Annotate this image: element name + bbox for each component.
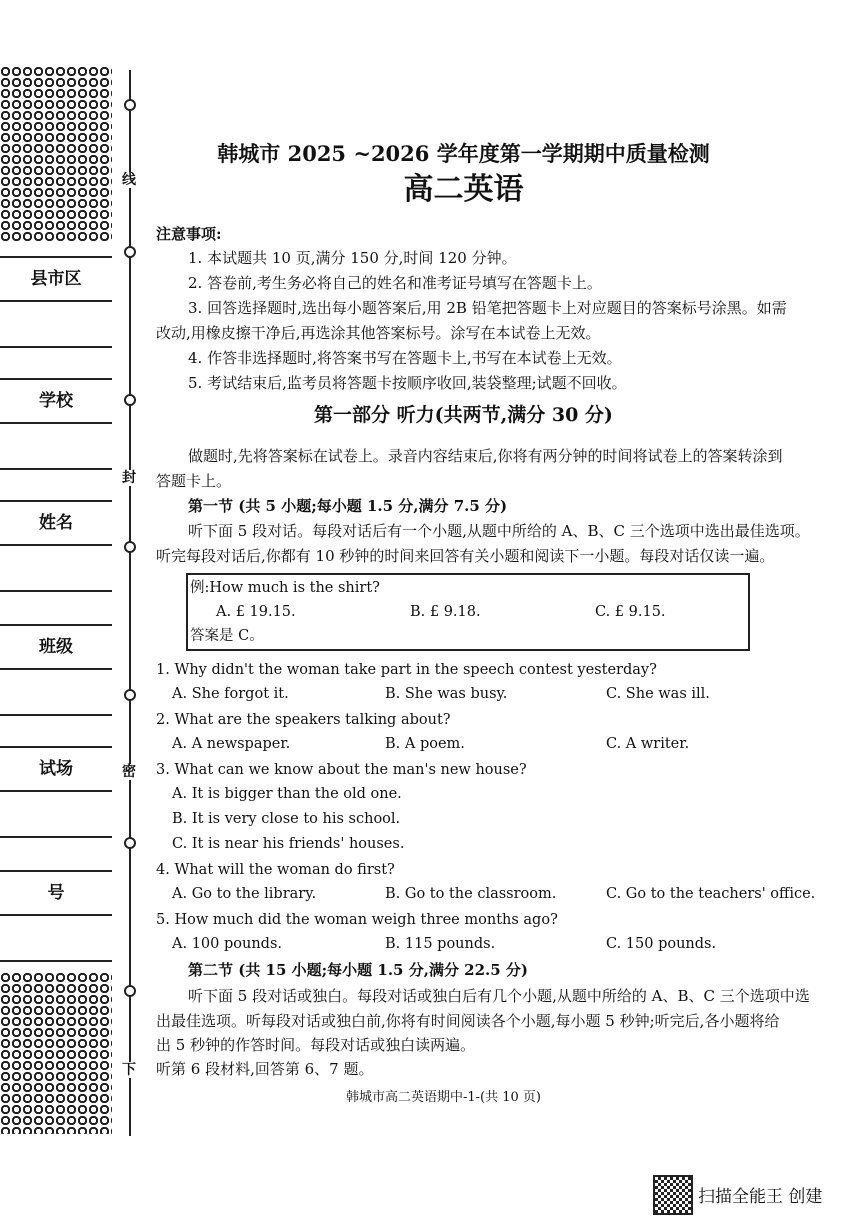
q4-option-a: A. Go to the library. [172,886,317,902]
note-item: 2. 答卷前,考生务必将自己的姓名和准考证号填写在答题卡上。 [188,274,602,292]
qr-code-icon [653,1175,693,1215]
part1-title: 第一部分 听力(共两节,满分 30 分) [314,404,613,426]
q4-option-b: B. Go to the classroom. [385,886,557,902]
example-option-c: C. £ 9.15. [595,604,666,620]
exam-room-field[interactable] [0,746,112,838]
section2-title: 第二节 (共 15 小题;每小题 1.5 分,满分 22.5 分) [188,961,529,979]
section1-title: 第一节 (共 5 小题;每小题 1.5 分,满分 7.5 分) [188,497,508,515]
q2-option-c: C. A writer. [606,736,690,752]
part1-intro: 做题时,先将答案标在试卷上。录音内容结束后,你将有两分钟的时间将试卷上的答案转涂到 [188,447,783,465]
section2-text: 出最佳选项。听每段对话或独白前,你将有时间阅读各个小题,每小题 5 秒钟;听完后,各小题将给 [156,1012,780,1030]
binding-mark-secret: 密 [122,764,136,780]
class-field[interactable] [0,624,112,716]
note-item: 改动,用橡皮擦干净后,再选涂其他答案标号。涂写在本试卷上无效。 [156,324,601,342]
question-5: 5. How much did the woman weigh three months ago? [156,912,558,928]
example-option-b: B. £ 9.18. [410,604,481,620]
note-item: 3. 回答选择题时,选出每小题答案后,用 2B 铅笔把答题卡上对应题目的答案标号涂黑。如需 [188,299,787,317]
binding-dots-bottom [0,972,112,1134]
example-answer: 答案是 C。 [190,628,264,644]
notes-heading: 注意事项: [156,225,222,243]
q1-option-b: B. She was busy. [385,686,508,702]
q5-option-a: A. 100 pounds. [172,936,282,952]
exam-room-label: 试场 [39,759,73,779]
question-2: 2. What are the speakers talking about? [156,712,451,728]
q4-option-c: C. Go to the teachers' office. [606,886,816,902]
section1-text: 听完每段对话后,你都有 10 秒钟的时间来回答有关小题和阅读下一小题。每段对话仅读一遍。 [156,547,775,565]
question-4: 4. What will the woman do first? [156,862,395,878]
seat-number-field[interactable] [0,870,112,962]
binding-line [129,70,131,1136]
school-label: 学校 [39,391,73,411]
seat-number-label: 号 [47,883,65,903]
county-field[interactable] [0,256,112,348]
binding-hole [124,246,136,258]
q2-option-a: A. A newspaper. [172,736,291,752]
name-field[interactable] [0,500,112,592]
example-box [186,573,750,651]
q3-option-b: B. It is very close to his school. [172,811,401,827]
exam-title: 韩城市 2025 ~2026 学年度第一学期期中质量检测 [217,141,710,166]
q3-option-a: A. It is bigger than the old one. [172,786,402,802]
binding-mark-line: 线 [122,172,136,188]
subject-title: 高二英语 [403,172,524,207]
q5-option-c: C. 150 pounds. [606,936,717,952]
q2-option-b: B. A poem. [385,736,465,752]
section2-text: 听第 6 段材料,回答第 6、7 题。 [156,1060,374,1078]
part1-intro: 答题卡上。 [156,472,232,490]
binding-mark-seal: 封 [122,470,136,486]
binding-hole [124,99,136,111]
section2-text: 听下面 5 段对话或独白。每段对话或独白后有几个小题,从题中所给的 A、B、C 三个选项中选 [188,987,810,1005]
section1-text: 听下面 5 段对话。每段对话后有一个小题,从题中所给的 A、B、C 三个选项中选出最佳选项。 [188,522,810,540]
q1-option-a: A. She forgot it. [172,686,289,702]
binding-hole [124,689,136,701]
q3-option-c: C. It is near his friends' houses. [172,836,405,852]
note-item: 4. 作答非选择题时,将答案书写在答题卡上,书写在本试卷上无效。 [188,349,622,367]
example-option-a: A. £ 19.15. [216,604,296,620]
name-label: 姓名 [39,513,73,533]
note-item: 5. 考试结束后,监考员将答题卡按顺序收回,装袋整理;试题不回收。 [188,374,627,392]
page-footer: 韩城市高二英语期中-1-(共 10 页) [345,1090,541,1105]
binding-hole [124,985,136,997]
question-1: 1. Why didn't the woman take part in the speech contest yesterday? [156,662,657,678]
question-3: 3. What can we know about the man's new house? [156,762,527,778]
scanner-watermark: 扫描全能王 创建 [698,1187,823,1207]
section2-text: 出 5 秒钟的作答时间。每段对话或独白读两遍。 [156,1036,476,1054]
binding-hole [124,541,136,553]
class-label: 班级 [39,637,73,657]
q1-option-c: C. She was ill. [606,686,710,702]
binding-hole [124,837,136,849]
binding-mark-down: 下 [122,1062,136,1078]
example-question: 例:How much is the shirt? [190,580,380,596]
note-item: 1. 本试题共 10 页,满分 150 分,时间 120 分钟。 [188,249,517,267]
q5-option-b: B. 115 pounds. [385,936,496,952]
county-label: 县市区 [30,269,82,289]
